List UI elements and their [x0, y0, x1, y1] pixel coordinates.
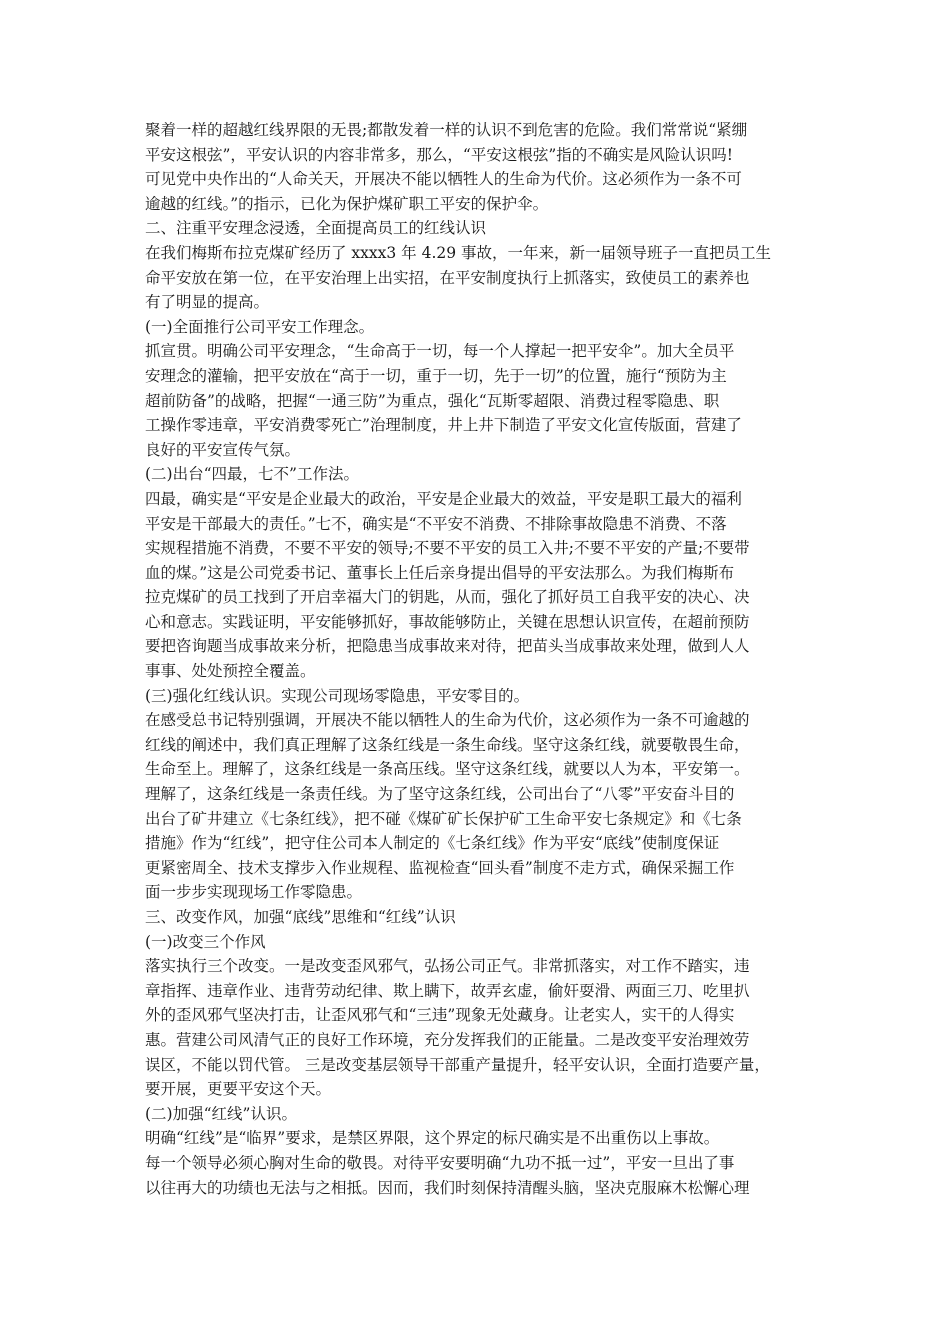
text-line: 面一步步实现现场工作零隐患。 — [145, 883, 363, 902]
text-line: 平安是干部最大的责任。”七不，确实是“不平安不消费、不排除事故隐患不消费、不落 — [145, 514, 727, 533]
text-line: 血的煤。”这是公司党委书记、董事长上任后亲身提出倡导的平安法那么。为我们梅斯布 — [145, 563, 735, 582]
text-line: 拉克煤矿的员工找到了开启幸福大门的钥匙，从而，强化了抓好员工自我平安的决心、决 — [145, 588, 750, 607]
text-line: 在感受总书记特别强调，开展决不能以牺牲人的生命为代价，这必须作为一条不可逾越的 — [145, 711, 750, 730]
text-line: 事事、处处预控全覆盖。 — [145, 662, 316, 681]
text-line: 逾越的红线。”的指示，已化为保护煤矿职工平安的保护伞。 — [145, 194, 549, 213]
text-line: 更紧密周全、技术支撑步入作业规程、监视检查“回头看”制度不走方式，确保采掘工作 — [145, 858, 735, 877]
text-line: (二)加强“红线”认识。 — [145, 1104, 297, 1123]
text-line: 每一个领导必须心胸对生命的敬畏。对待平安要明确“九功不抵一过”，平安一旦出了事 — [145, 1153, 735, 1172]
text-line: 在我们梅斯布拉克煤矿经历了 xxxx3 年 4.29 事故，一年来，新一届领导班子一直把员工生 — [145, 243, 772, 262]
text-line: 要把咨询题当成事故来分析，把隐患当成事故来对待，把苗头当成事故来处理，做到人人 — [145, 637, 750, 656]
text-line: 实规程措施不消费，不要不平安的领导;不要不平安的员工入井;不要不平安的产量;不要带 — [145, 539, 750, 558]
text-line: 良好的平安宣传气氛。 — [145, 440, 301, 459]
text-line: 以往再大的功绩也无法与之相抵。因而，我们时刻保持清醒头脑，坚决克服麻木松懈心理 — [145, 1178, 750, 1197]
text-line: 明确“红线”是“临界”要求，是禁区界限，这个界定的标尺确实是不出重伤以上事故。 — [145, 1129, 720, 1148]
text-line: 安理念的灌输，把平安放在“高于一切，重于一切，先于一切”的位置，施行“预防为主 — [145, 366, 727, 385]
text-line: 心和意志。实践证明，平安能够抓好，事故能够防止，关键在思想认识宣传，在超前预防 — [145, 612, 750, 631]
text-line: (三)强化红线认识。实现公司现场零隐患，平安零目的。 — [145, 686, 530, 705]
text-line: 抓宣贯。明确公司平安理念，“生命高于一切，每一个人撑起一把平安伞”。加大全员平 — [145, 342, 735, 361]
text-line: (二)出台“四最，七不”工作法。 — [145, 465, 359, 484]
text-line: 外的歪风邪气坚决打击，让歪风邪气和“三违”现象无处藏身。让老实人，实干的人得实 — [145, 1006, 735, 1025]
text-line: 工操作零违章，平安消费零死亡”治理制度，井上井下制造了平安文化宣传版面，营建了 — [145, 416, 742, 435]
text-line: 平安这根弦”，平安认识的内容非常多，那么，“平安这根弦”指的不确实是风险认识吗! — [145, 145, 734, 164]
text-line: 聚着一样的超越红线界限的无畏;都散发着一样的认识不到危害的危险。我们常常说“紧绷 — [145, 121, 748, 139]
text-line: 章指挥、违章作业、违背劳动纪律、欺上瞒下，故弄玄虚，偷奸耍滑、两面三刀、吃里扒 — [145, 981, 750, 1000]
text-line: 误区，不能以罚代管。 三是改变基层领导干部重产量提升，轻平安认识，全面打造要产量， — [145, 1055, 770, 1074]
text-line: (一)改变三个作风 — [145, 932, 266, 951]
text-line: 生命至上。理解了，这条红线是一条高压线。坚守这条红线，就要以人为本，平安第一。 — [145, 760, 750, 779]
text-line: 二、注重平安理念浸透，全面提高员工的红线认识 — [145, 219, 487, 238]
text-line: 惠。营建公司风清气正的良好工作环境，充分发挥我们的正能量。二是改变平安治理效劳 — [145, 1030, 750, 1049]
text-line: 命平安放在第一位，在平安治理上出实招，在平安制度执行上抓落实，致使员工的素养也 — [145, 268, 750, 287]
text-line: 理解了，这条红线是一条责任线。为了坚守这条红线，公司出台了“八零”平安奋斗目的 — [145, 785, 735, 804]
document-page — [145, 118, 815, 1200]
text-line: 落实执行三个改变。一是改变歪风邪气，弘扬公司正气。非常抓落实，对工作不踏实，违 — [145, 957, 750, 976]
text-line: 四最，确实是“平安是企业最大的政治，平安是企业最大的效益，平安是职工最大的福利 — [145, 489, 742, 508]
text-line: (一)全面推行公司平安工作理念。 — [145, 317, 375, 336]
text-line: 要开展，更要平安这个天。 — [145, 1080, 332, 1099]
text-line: 三、改变作风，加强“底线”思维和“红线”认识 — [145, 908, 456, 926]
text-line: 出台了矿井建立《七条红线》，把不碰《煤矿矿长保护矿工生命平安七条规定》和《七条 — [145, 809, 742, 828]
text-line: 超前防备”的战略，把握“一通三防”为重点，强化“瓦斯零超限、消费过程零隐患、职 — [145, 391, 720, 410]
text-line: 红线的阐述中，我们真正理解了这条红线是一条生命线。坚守这条红线，就要敬畏生命， — [145, 735, 750, 754]
text-line: 措施》作为“红线”，把守住公司本人制定的《七条红线》作为平安“底线”使制度保证 — [145, 834, 720, 853]
text-line: 有了明显的提高。 — [145, 293, 270, 312]
text-line: 可见党中央作出的“人命关天，开展决不能以牺牲人的生命为代价。这必须作为一条不可 — [145, 170, 742, 189]
